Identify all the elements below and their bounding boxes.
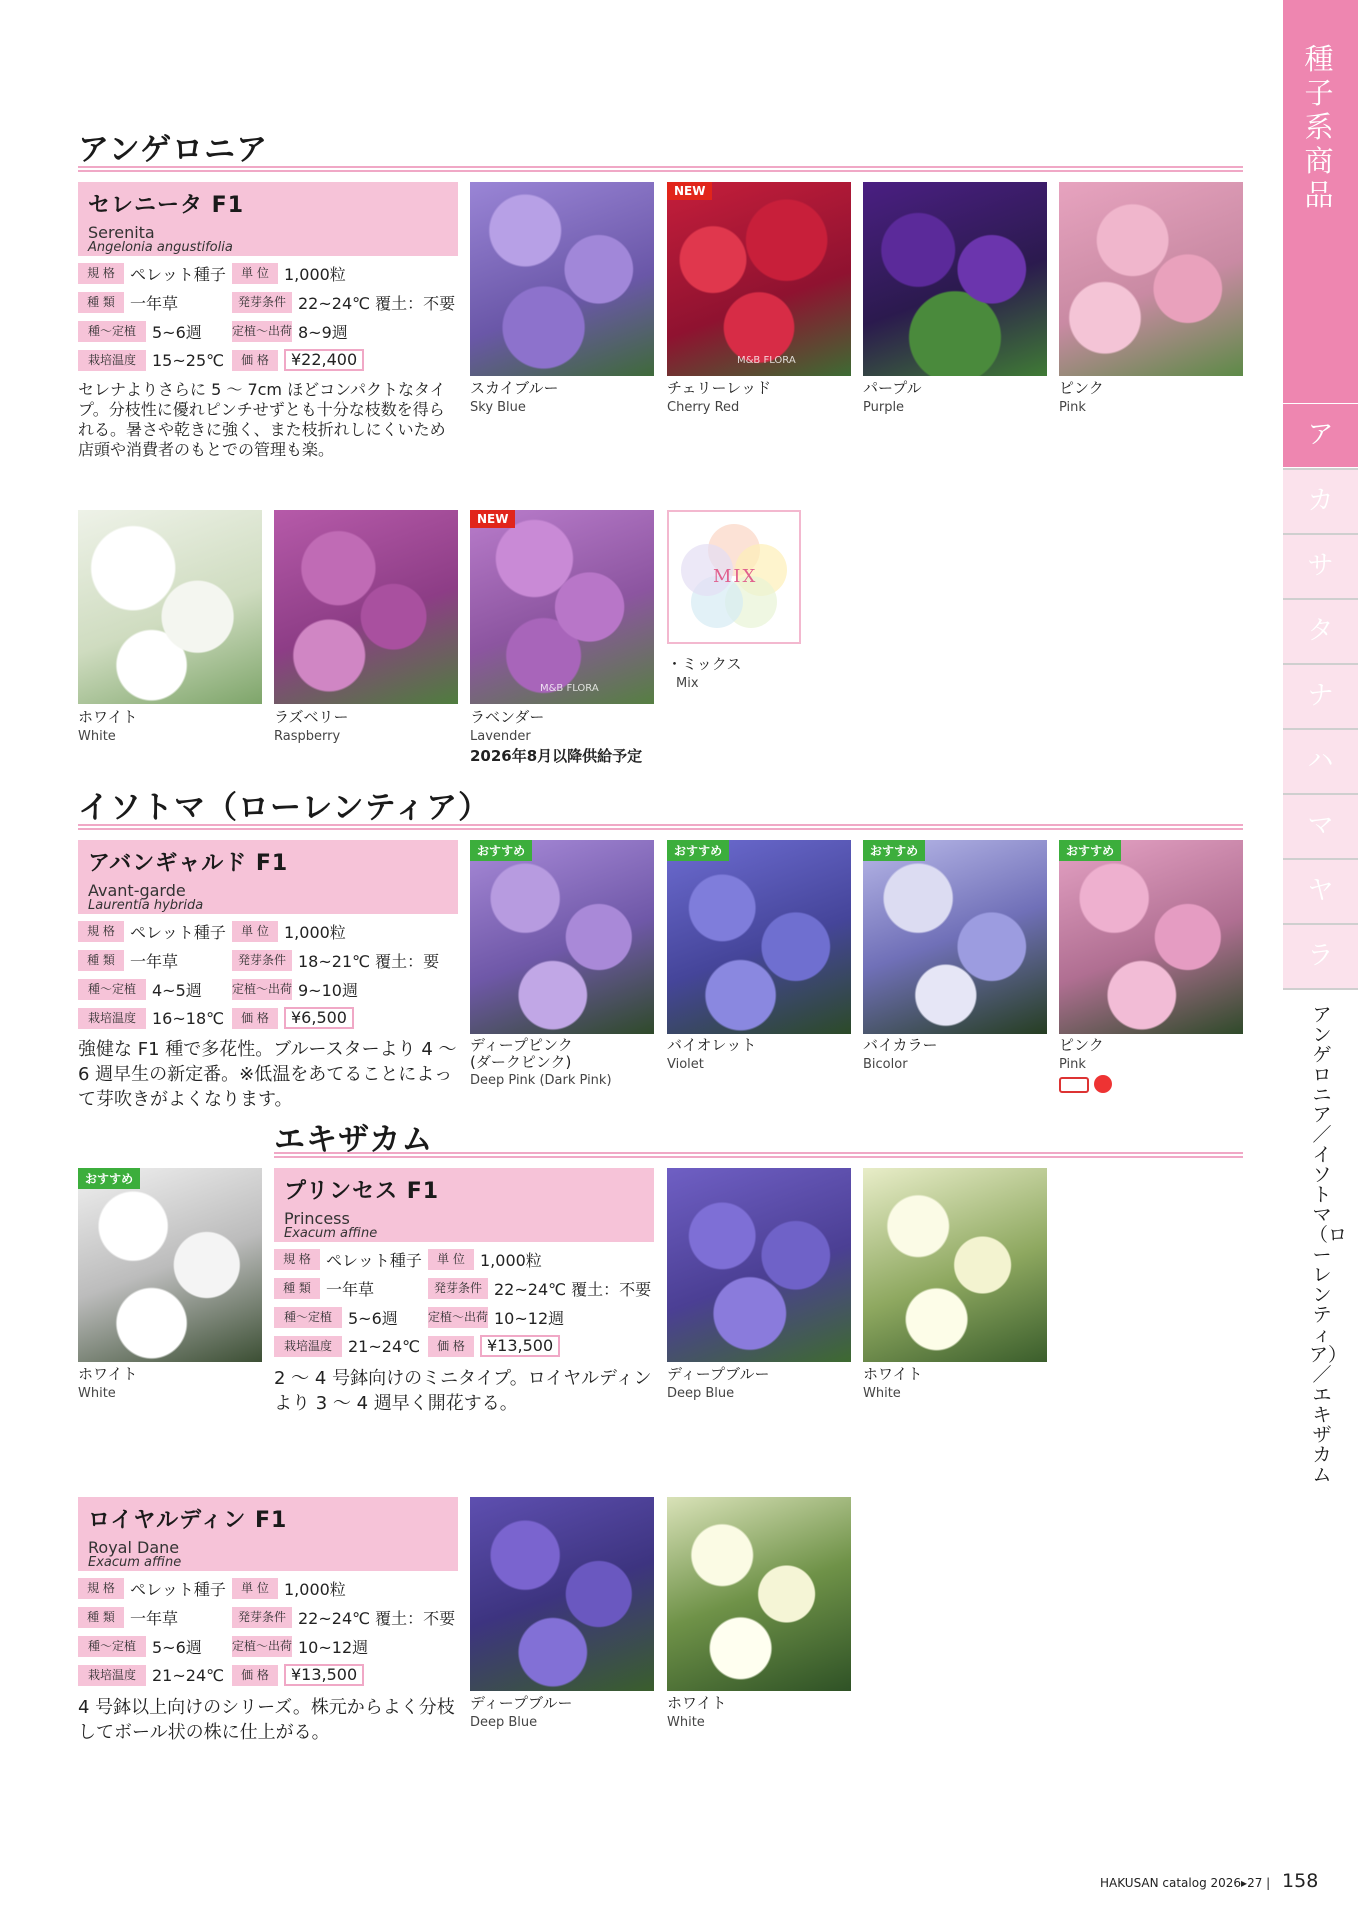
index-tab-ra[interactable]: ラ — [1283, 925, 1358, 988]
variety-name: ホワイト — [78, 708, 138, 726]
transplant-label: 種～定植 — [274, 1307, 342, 1328]
type-value: 一年草 — [130, 1609, 179, 1628]
temp-label: 栽培温度 — [78, 350, 146, 371]
spec-row — [78, 262, 346, 285]
variety-name: ホワイト — [667, 1694, 727, 1712]
spec-row — [78, 920, 346, 943]
variety-en-name: Mix — [676, 676, 699, 691]
variety-name: スカイブルー — [470, 379, 559, 397]
spec-row — [274, 1335, 560, 1357]
product-en-name: Princess — [284, 1209, 350, 1228]
section-rule — [274, 1152, 1243, 1158]
product-name: プリンセス F1 — [284, 1179, 440, 1204]
divider — [1283, 988, 1358, 990]
category-label: 種子系商品 — [1304, 42, 1334, 212]
variety-en-name: Raspberry — [274, 729, 341, 744]
spec-label: 規 格 — [78, 1578, 124, 1599]
spec-value: ペレット種子 — [130, 923, 226, 942]
ship-value: 8~9週 — [298, 323, 348, 342]
variety-en-name: White — [78, 729, 116, 744]
variety-photo-pink[interactable] — [1059, 840, 1243, 1034]
variety-photo-sky-blue[interactable] — [470, 182, 654, 376]
index-tab-a[interactable]: ア — [1283, 404, 1358, 467]
germ-value: 22~24℃ 覆土：不要 — [494, 1280, 652, 1299]
type-value: 一年草 — [326, 1280, 375, 1299]
type-value: 一年草 — [130, 294, 179, 313]
spec-row — [274, 1277, 651, 1300]
product-name: ロイヤルディン F1 — [88, 1508, 288, 1533]
spec-label: 規 格 — [78, 263, 124, 284]
supply-note: 2026年8月以降供給予定 — [470, 747, 643, 765]
variety-photo-deep-blue[interactable] — [470, 1497, 654, 1691]
spec-row — [78, 1606, 455, 1629]
price-value: ¥6,500 — [284, 1007, 354, 1029]
variety-name: ホワイト — [78, 1365, 138, 1383]
spec-row — [78, 1577, 346, 1600]
ship-value: 10~12週 — [494, 1309, 565, 1328]
mix-label: MIX — [713, 566, 758, 587]
new-badge: NEW — [667, 182, 712, 200]
spec-value: ペレット種子 — [326, 1251, 422, 1270]
germ-label: 発芽条件 — [232, 950, 292, 971]
variety-name: ホワイト — [863, 1365, 923, 1383]
transplant-label: 種～定植 — [78, 1636, 146, 1657]
product-description: 4 号鉢以上向けのシリーズ。株元からよく分枝してボール状の株に仕上がる。 — [78, 1697, 455, 1743]
variety-name: ピンク — [1059, 379, 1104, 397]
variety-photo-white[interactable] — [863, 1168, 1047, 1362]
spec-value: ペレット種子 — [130, 265, 226, 284]
variety-name: バイカラー — [863, 1036, 938, 1054]
price-label: 価 格 — [232, 1665, 278, 1686]
price-label: 価 格 — [428, 1336, 474, 1357]
recommended-badge: おすすめ — [667, 840, 729, 861]
variety-name: ディープピンク (ダークピンク) — [470, 1036, 573, 1071]
temp-label: 栽培温度 — [78, 1665, 146, 1686]
new-badge: NEW — [470, 510, 515, 528]
type-value: 一年草 — [130, 952, 179, 971]
spec-row — [78, 978, 358, 1001]
award-icons — [1059, 1075, 1112, 1097]
transplant-value: 5~6週 — [152, 1638, 202, 1657]
page-vertical-title: アンゲロニア／イソトマ（ローレンティア）／エキザカム — [1309, 1004, 1348, 1486]
variety-photo-violet[interactable] — [667, 840, 851, 1034]
recommended-badge: おすすめ — [1059, 840, 1121, 861]
product-name: セレニータ F1 — [88, 193, 244, 218]
variety-en-name: Sky Blue — [470, 400, 526, 415]
variety-en-name: White — [863, 1386, 901, 1401]
spec-row — [274, 1248, 542, 1271]
index-tab-ma[interactable]: マ — [1283, 795, 1358, 858]
variety-en-name: Pink — [1059, 1057, 1086, 1072]
unit-value: 1,000粒 — [284, 1580, 346, 1599]
spec-label: 規 格 — [78, 921, 124, 942]
variety-photo-lavender[interactable] — [470, 510, 654, 704]
award-icon — [1094, 1075, 1112, 1093]
product-en-name: Serenita — [88, 223, 155, 242]
variety-photo-pink[interactable] — [1059, 182, 1243, 376]
variety-name: ピンク — [1059, 1036, 1104, 1054]
temp-value: 15~25℃ — [152, 350, 225, 370]
watermark: M&B FLORA — [540, 683, 599, 694]
type-label: 種 類 — [274, 1278, 320, 1299]
variety-en-name: Lavender — [470, 729, 531, 744]
transplant-value: 5~6週 — [348, 1309, 398, 1328]
temp-value: 21~24℃ — [152, 1665, 225, 1685]
index-tab-ha[interactable]: ハ — [1283, 730, 1358, 793]
transplant-label: 種～定植 — [78, 979, 146, 1000]
price-value: ¥13,500 — [480, 1335, 560, 1357]
variety-name: ラベンダー — [470, 708, 545, 726]
unit-value: 1,000粒 — [284, 923, 346, 942]
recommended-badge: おすすめ — [470, 840, 532, 861]
index-tab-ya[interactable]: ヤ — [1283, 860, 1358, 923]
spec-row — [78, 349, 364, 371]
ship-label: 定植～出荷 — [232, 1636, 292, 1657]
temp-label: 栽培温度 — [274, 1336, 342, 1357]
germ-label: 発芽条件 — [232, 292, 292, 313]
product-latin-name: Laurentia hybrida — [88, 898, 204, 913]
unit-value: 1,000粒 — [480, 1251, 542, 1270]
unit-label: 単 位 — [232, 921, 278, 942]
watermark: M&B FLORA — [737, 355, 796, 366]
variety-name: ディープブルー — [470, 1694, 573, 1712]
recommended-badge: おすすめ — [863, 840, 925, 861]
spec-label: 規 格 — [274, 1249, 320, 1270]
germ-value: 22~24℃ 覆土：不要 — [298, 1609, 456, 1628]
spec-row — [78, 1664, 364, 1686]
product-en-name: Avant-garde — [88, 881, 186, 900]
unit-label: 単 位 — [428, 1249, 474, 1270]
product-name: アバンギャルド F1 — [88, 851, 289, 876]
product-description: 2 ～ 4 号鉢向けのミニタイプ。ロイヤルディンより 3 ～ 4 週早く開花する。 — [274, 1368, 652, 1414]
award-icon — [1059, 1077, 1089, 1093]
catalog-label: HAKUSAN catalog 2026▸27 | — [1100, 1876, 1271, 1890]
variety-en-name: White — [78, 1386, 116, 1401]
variety-photo-white[interactable] — [667, 1497, 851, 1691]
section-rule — [78, 824, 1243, 830]
ship-label: 定植～出荷 — [232, 979, 292, 1000]
variety-photo-raspberry[interactable] — [274, 510, 458, 704]
section-title-exacum: エキザカム — [274, 1122, 434, 1158]
price-label: 価 格 — [232, 350, 278, 371]
temp-value: 21~24℃ — [348, 1336, 421, 1356]
index-tab-na[interactable]: ナ — [1283, 665, 1358, 728]
ship-value: 9~10週 — [298, 981, 358, 1000]
variety-en-name: Violet — [667, 1057, 704, 1072]
product-latin-name: Exacum affine — [284, 1226, 378, 1241]
variety-photo-cherry-red[interactable] — [667, 182, 851, 376]
recommended-badge: おすすめ — [78, 1168, 140, 1189]
variety-en-name: White — [667, 1715, 705, 1730]
germ-value: 22~24℃ 覆土：不要 — [298, 294, 456, 313]
type-label: 種 類 — [78, 1607, 124, 1628]
spec-row — [78, 949, 439, 972]
index-tab-ka[interactable]: カ — [1283, 470, 1358, 533]
germ-label: 発芽条件 — [232, 1607, 292, 1628]
variety-name: バイオレット — [667, 1036, 757, 1054]
variety-en-name: Deep Pink (Dark Pink) — [470, 1073, 612, 1088]
price-label: 価 格 — [232, 1008, 278, 1029]
section-title-isotoma: イソトマ（ローレンティア） — [78, 790, 491, 826]
transplant-label: 種～定植 — [78, 321, 146, 342]
product-description: 強健な F1 種で多花性。ブルースターより 4 ～ 6 週早生の新定番。※低温をあてることによって芽吹きがよくなります。 — [78, 1039, 457, 1110]
product-latin-name: Exacum affine — [88, 1555, 182, 1570]
variety-name: ・ミックス — [667, 655, 742, 673]
product-description: セレナよりさらに 5 ～ 7cm ほどコンパクトなタイプ。分枝性に優れピンチせずとも十分な枝数を得られる。暑さや乾きに強く、また枝折れしにくいため店頭や消費者のもとでの管理も楽。 — [78, 380, 446, 459]
variety-photo-white[interactable] — [78, 1168, 262, 1362]
product-en-name: Royal Dane — [88, 1538, 180, 1557]
variety-name: パープル — [863, 379, 922, 397]
germ-label: 発芽条件 — [428, 1278, 488, 1299]
variety-photo-bicolor[interactable] — [863, 840, 1047, 1034]
product-header — [78, 1497, 458, 1571]
ship-label: 定植～出荷 — [428, 1307, 488, 1328]
ship-value: 10~12週 — [298, 1638, 369, 1657]
page-footer — [1100, 1870, 1318, 1892]
temp-label: 栽培温度 — [78, 1008, 146, 1029]
variety-photo-purple[interactable] — [863, 182, 1047, 376]
transplant-value: 4~5週 — [152, 981, 202, 1000]
type-label: 種 類 — [78, 292, 124, 313]
variety-name: ディープブルー — [667, 1365, 770, 1383]
variety-en-name: Deep Blue — [470, 1715, 538, 1730]
variety-photo-deep-blue[interactable] — [667, 1168, 851, 1362]
variety-en-name: Pink — [1059, 400, 1086, 415]
unit-value: 1,000粒 — [284, 265, 346, 284]
spec-row — [78, 291, 455, 314]
temp-value: 16~18℃ — [152, 1008, 225, 1028]
section-title-angelonia: アンゲロニア — [78, 132, 269, 168]
index-tab-sa[interactable]: サ — [1283, 535, 1358, 598]
variety-photo-white[interactable] — [78, 510, 262, 704]
product-latin-name: Angelonia angustifolia — [88, 240, 233, 255]
unit-label: 単 位 — [232, 263, 278, 284]
spec-value: ペレット種子 — [130, 1580, 226, 1599]
variety-en-name: Cherry Red — [667, 400, 740, 415]
spec-row — [78, 1635, 368, 1658]
category-tab[interactable] — [1283, 0, 1358, 403]
type-label: 種 類 — [78, 950, 124, 971]
product-header — [78, 182, 458, 256]
spec-row — [78, 320, 348, 343]
transplant-value: 5~6週 — [152, 323, 202, 342]
mix-box[interactable] — [667, 510, 801, 644]
price-value: ¥22,400 — [284, 349, 364, 371]
product-header — [78, 840, 458, 914]
variety-name: ラズベリー — [274, 708, 349, 726]
unit-label: 単 位 — [232, 1578, 278, 1599]
variety-en-name: Deep Blue — [667, 1386, 735, 1401]
variety-en-name: Bicolor — [863, 1057, 908, 1072]
section-rule — [78, 166, 1243, 172]
germ-value: 18~21℃ 覆土：要 — [298, 952, 440, 971]
variety-photo-deep-pink[interactable] — [470, 840, 654, 1034]
spec-row — [78, 1007, 354, 1029]
spec-row — [274, 1306, 564, 1329]
variety-name: チェリーレッド — [667, 379, 772, 397]
page-number: 158 — [1282, 1870, 1319, 1892]
index-tab-ta[interactable]: タ — [1283, 600, 1358, 663]
variety-en-name: Purple — [863, 400, 905, 415]
ship-label: 定植～出荷 — [232, 321, 292, 342]
product-header — [274, 1168, 654, 1242]
price-value: ¥13,500 — [284, 1664, 364, 1686]
